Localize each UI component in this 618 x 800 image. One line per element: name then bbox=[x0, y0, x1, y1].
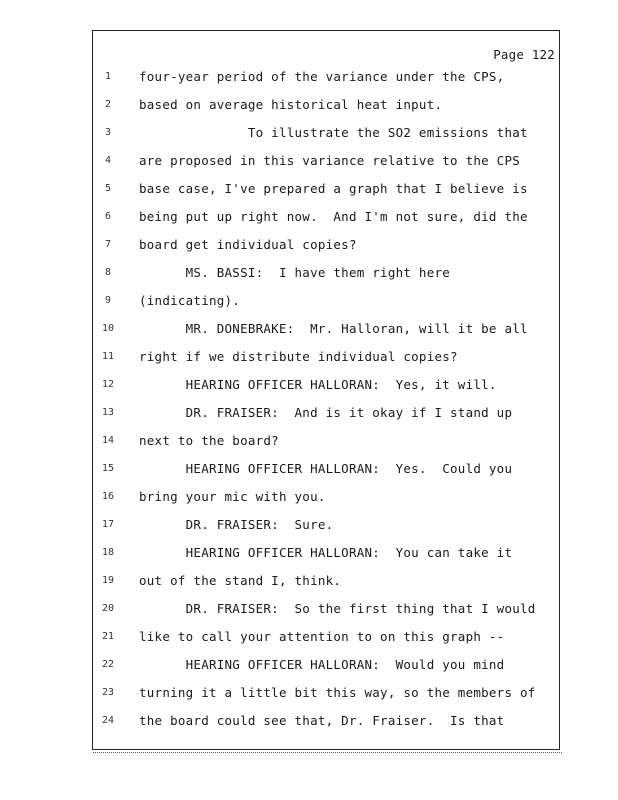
page-number: Page 122 bbox=[493, 47, 555, 62]
line-text: board get individual copies? bbox=[139, 237, 357, 252]
transcript-line bbox=[93, 125, 559, 153]
transcript-line bbox=[93, 629, 559, 657]
transcript-line bbox=[93, 433, 559, 461]
line-number: 9 bbox=[104, 295, 112, 306]
transcript-line bbox=[93, 349, 559, 377]
line-text: the board could see that, Dr. Fraiser. Is that bbox=[139, 713, 505, 728]
line-text: HEARING OFFICER HALLORAN: Yes. Could you bbox=[139, 461, 513, 476]
line-text: DR. FRAISER: Sure. bbox=[139, 517, 334, 532]
line-number: 18 bbox=[101, 547, 115, 558]
line-text: MR. DONEBRAKE: Mr. Halloran, will it be all bbox=[139, 321, 528, 336]
line-number: 10 bbox=[101, 323, 115, 334]
transcript-line bbox=[93, 685, 559, 713]
line-number: 2 bbox=[104, 99, 112, 110]
line-text: DR. FRAISER: And is it okay if I stand up bbox=[139, 405, 513, 420]
line-text: are proposed in this variance relative to the CPS bbox=[139, 153, 521, 168]
transcript-line bbox=[93, 489, 559, 517]
line-text: four-year period of the variance under the CPS, bbox=[139, 69, 505, 84]
line-text: like to call your attention to on this graph -- bbox=[139, 629, 505, 644]
line-number: 12 bbox=[101, 379, 115, 390]
line-text: (indicating). bbox=[139, 293, 241, 308]
line-text: bring your mic with you. bbox=[139, 489, 326, 504]
line-number: 14 bbox=[101, 435, 115, 446]
transcript-line bbox=[93, 209, 559, 237]
transcript-line bbox=[93, 69, 559, 97]
line-number: 22 bbox=[101, 659, 115, 670]
transcript-line bbox=[93, 573, 559, 601]
transcript-page bbox=[92, 30, 560, 750]
line-number: 17 bbox=[101, 519, 115, 530]
line-number: 8 bbox=[104, 267, 112, 278]
transcript-lines bbox=[93, 31, 559, 749]
line-number: 3 bbox=[104, 127, 112, 138]
line-number: 21 bbox=[101, 631, 115, 642]
line-number: 23 bbox=[101, 687, 115, 698]
line-number: 15 bbox=[101, 463, 115, 474]
line-text: HEARING OFFICER HALLORAN: Yes, it will. bbox=[139, 377, 497, 392]
transcript-line bbox=[93, 377, 559, 405]
transcript-line bbox=[93, 713, 559, 741]
transcript-line bbox=[93, 461, 559, 489]
line-number: 20 bbox=[101, 603, 115, 614]
line-text: HEARING OFFICER HALLORAN: Would you mind bbox=[139, 657, 505, 672]
line-number: 5 bbox=[104, 183, 112, 194]
line-text: next to the board? bbox=[139, 433, 279, 448]
line-number: 24 bbox=[101, 715, 115, 726]
transcript-line bbox=[93, 545, 559, 573]
transcript-line bbox=[93, 657, 559, 685]
line-text: right if we distribute individual copies? bbox=[139, 349, 458, 364]
line-number: 19 bbox=[101, 575, 115, 586]
line-text: base case, I've prepared a graph that I believe is bbox=[139, 181, 528, 196]
line-text: based on average historical heat input. bbox=[139, 97, 443, 112]
line-number: 4 bbox=[104, 155, 112, 166]
line-number: 13 bbox=[101, 407, 115, 418]
line-text: To illustrate the SO2 emissions that bbox=[139, 125, 528, 140]
transcript-line bbox=[93, 517, 559, 545]
line-number: 7 bbox=[104, 239, 112, 250]
line-text: turning it a little bit this way, so the members of bbox=[139, 685, 536, 700]
line-number: 6 bbox=[104, 211, 112, 222]
transcript-line bbox=[93, 293, 559, 321]
line-text: HEARING OFFICER HALLORAN: You can take it bbox=[139, 545, 513, 560]
transcript-line bbox=[93, 321, 559, 349]
transcript-line bbox=[93, 97, 559, 125]
line-text: being put up right now. And I'm not sure, did the bbox=[139, 209, 528, 224]
transcript-line bbox=[93, 181, 559, 209]
line-text: out of the stand I, think. bbox=[139, 573, 342, 588]
line-text: DR. FRAISER: So the first thing that I would bbox=[139, 601, 536, 616]
transcript-line bbox=[93, 153, 559, 181]
transcript-line bbox=[93, 405, 559, 433]
line-number: 16 bbox=[101, 491, 115, 502]
line-number: 11 bbox=[101, 351, 115, 362]
line-text: MS. BASSI: I have them right here bbox=[139, 265, 451, 280]
line-number: 1 bbox=[104, 71, 112, 82]
transcript-line bbox=[93, 237, 559, 265]
transcript-line bbox=[93, 601, 559, 629]
transcript-line bbox=[93, 265, 559, 293]
